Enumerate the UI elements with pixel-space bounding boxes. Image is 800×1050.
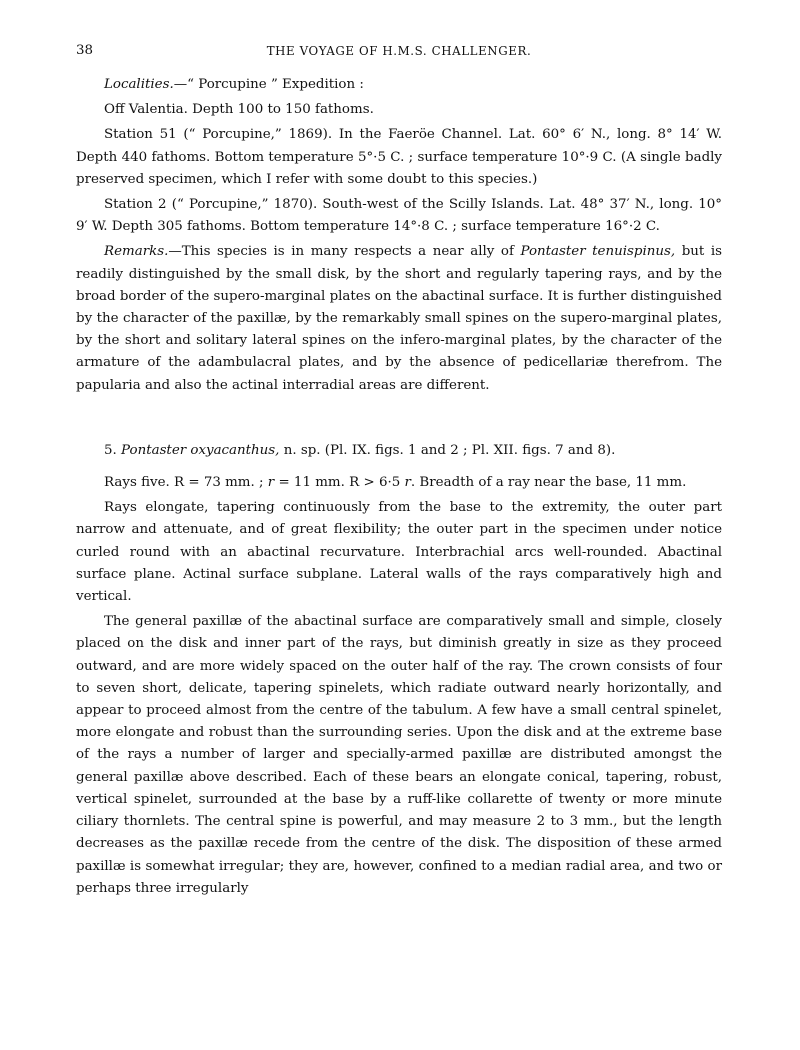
localities-heading (76, 74, 722, 96)
species-number: 5. (104, 442, 117, 458)
rays-measurements (76, 472, 722, 494)
page-number: 38 (76, 43, 94, 58)
locality-station-2: Station 2 (“ Porcupine,” 1870). South-west of the Scilly Islands. Lat. 48° 37′ N., long. 10° 9′ W. Depth 305 fathoms. Bottom temperature 14°·8 C. ; surface temperature 16°·2 C. (76, 197, 722, 235)
localities-label: Localities. (104, 77, 174, 92)
locality-valentia: Off Valentia. Depth 100 to 150 fathoms. (104, 102, 374, 118)
running-head (76, 40, 722, 62)
localities-intro: —“ Porcupine ” Expedition : (173, 77, 364, 92)
rays-minor-radius-symbol: r (267, 475, 275, 491)
rays-text-c: . Breadth of a ray near the base, 11 mm. (410, 475, 687, 491)
remarks-species-name: Pontaster tenuispinus, (520, 244, 676, 260)
paxillae-description: The general paxillæ of the abactinal surface are comparatively small and simple, closely placed on the disk and inner part of the rays, but diminish greatly in size as they proceed outward, and are more widely spaced on the outer half of the ray. The crown consists of four to seven short, delicate, tapering spinelets, which radiate outward nearly horizontally, and appear to proceed almost from the centre of the tabulum. A few have a small central spinelet, more elongate and robust than the surrounding series. Upon the disk and at the extreme base of the rays a number of larger and specially-armed paxillæ are distributed amongst the general paxillæ above described. Each of these bears an elongate conical, tapering, robust, vertical spinelet, surrounded at the base by a ruff-like collarette of twenty or more minute ciliary thornlets. The central spine is powerful, and may measure 2 to 3 mm., but the length decreases as the paxillæ recede from the centre of the disk. The disposition of these armed paxillæ is somewhat irregular; they are, however, confined to a median radial area, and two or perhaps three irregularly (76, 614, 722, 896)
remarks-paragraph (76, 241, 722, 396)
species-plate-reference: n. sp. (Pl. IX. figs. 1 and 2 ; Pl. XII. figs. 7 and 8). (279, 442, 616, 458)
rays-text-b: = 11 mm. R > 6·5 (274, 475, 405, 491)
remarks-text-after: but is readily distinguished by the small disk, by the short and regularly tapering rays, and by the broad border of the supero-marginal plates on the abactinal surface. It is further distinguished by the character of the paxillæ, by the remarkably small spines on the supero-marginal plates, by the short and solitary lateral spines on the infero-marginal plates, by the character of the armature of the adambulacral plates, and by the absence of pedicellariæ therefrom. The papularia and also the actinal interradial areas are different. (76, 244, 722, 393)
remarks-label: Remarks. (104, 244, 169, 260)
section-gap (76, 400, 722, 440)
rays-text-a: Rays five. R = 73 mm. ; (104, 475, 268, 491)
rays-description: Rays elongate, tapering continuously from the base to the extremity, the outer part narrow and attenuate, and of great flexibility; the outer part in the specimen under notice curled round with an abactinal recurvature. Interbrachial arcs well-rounded. Abactinal surface plane. Actinal surface subplane. Lateral walls of the rays comparatively high and vertical. (76, 500, 722, 605)
running-title: THE VOYAGE OF H.M.S. CHALLENGER. (266, 44, 532, 58)
page (76, 40, 722, 903)
species-heading (76, 440, 722, 462)
species-name: Pontaster oxyacanthus, (121, 442, 280, 458)
locality-station-51: Station 51 (“ Porcupine,” 1869). In the Faeröe Channel. Lat. 60° 6′ N., long. 8° 14′ W. Depth 440 fathoms. Bottom temperature 5°·5 C. ; surface temperature 10°·9 C. (A single badly preserved specimen, which I refer with some doubt to this species.) (76, 127, 722, 187)
rays-minor-radius-symbol-2: r (404, 475, 411, 491)
remarks-text-before: —This species is in many respects a near ally of (168, 244, 521, 260)
